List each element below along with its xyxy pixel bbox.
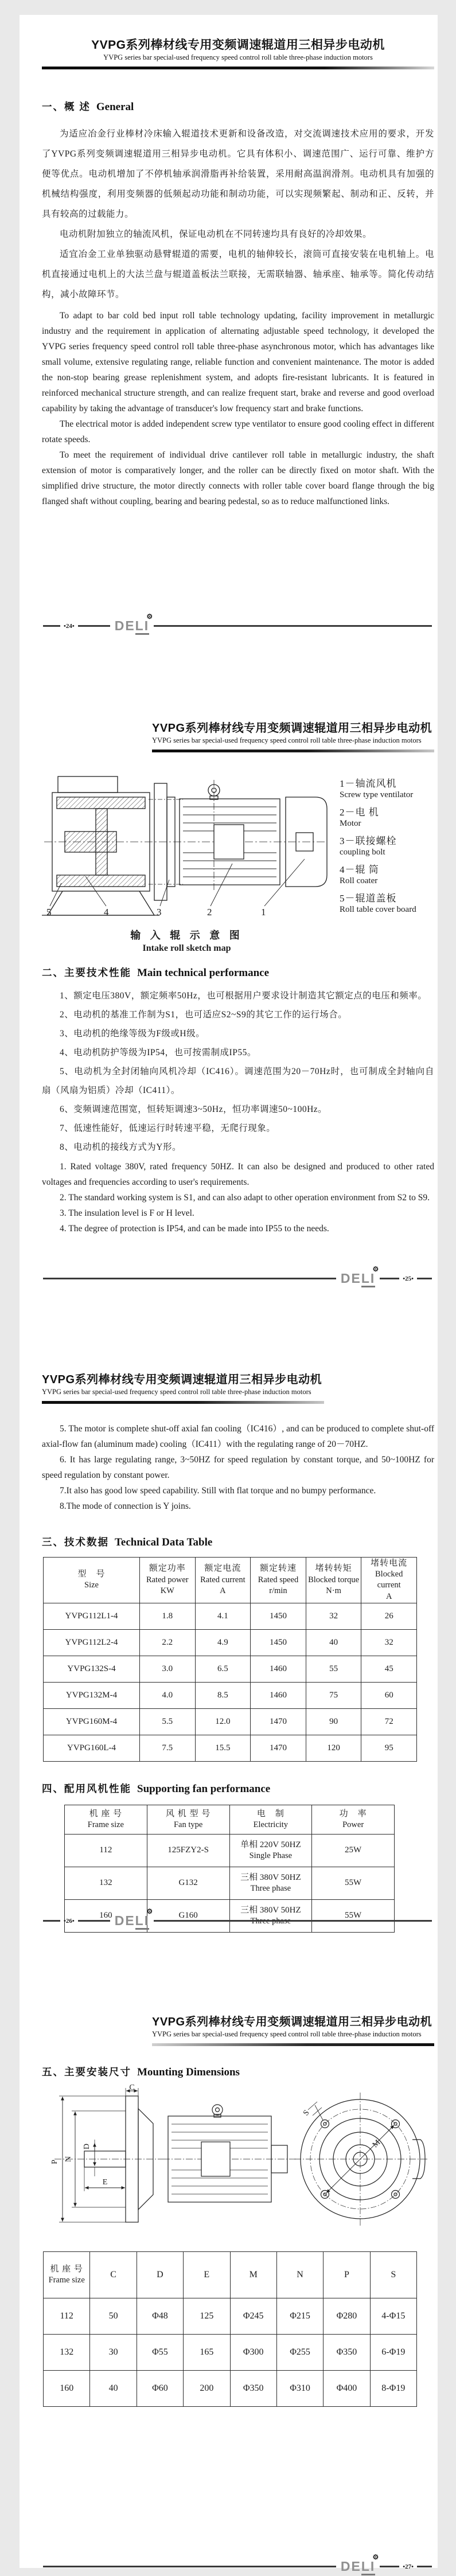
section-heading-zh: 二、主要技术性能	[42, 966, 131, 978]
table-cell: 三相 380V 50HZ	[229, 1899, 312, 1932]
page-3	[20, 1328, 438, 1988]
deli-logo: DELI ⚙	[336, 2560, 380, 2573]
gear-icon: ⚙	[372, 2553, 379, 2561]
table-header-cell: M	[230, 2251, 276, 2298]
terminal-box	[201, 2142, 230, 2176]
table-cell: 125FZY2-S	[147, 1834, 229, 1867]
table-cell: Φ400	[324, 2370, 370, 2406]
footer-rule	[154, 1920, 432, 1922]
footer-rule	[43, 625, 60, 627]
footer-rule	[43, 2566, 336, 2567]
table-header-row	[44, 1557, 417, 1603]
terminal-box	[214, 825, 244, 859]
section-heading-en: Technical Data Table	[115, 1536, 213, 1548]
perf-item-en: 7.It also has good low speed capability. Still with flat torque and no bumpy performance.	[60, 1485, 376, 1496]
footer-rule	[78, 625, 110, 627]
table-cell: 5.5	[140, 1708, 196, 1735]
page-number: •24•	[64, 622, 75, 630]
table-row	[65, 1834, 395, 1867]
table-cell: Φ255	[276, 2334, 323, 2370]
perf-item-zh: 2、电动机的基准工作制为S1，也可适应S2~S9的其它工作的运行场合。	[60, 1009, 348, 1020]
table-cell: 32	[361, 1629, 417, 1656]
doc-title-en: YVPG series bar special-used frequency speed control roll table three-phase induction motors	[152, 2030, 422, 2038]
intake-roll-diagram	[42, 767, 434, 954]
table-cell: 55	[306, 1656, 361, 1682]
table-header-cell: 堵转电流 Blocked current A	[361, 1557, 417, 1603]
deli-logo: DELI ⚙	[110, 1914, 154, 1927]
table-cell: 6-Φ19	[370, 2334, 416, 2370]
page-2	[20, 669, 438, 1328]
table-cell: YVPG132M-4	[44, 1682, 140, 1708]
table-cell: 120	[306, 1735, 361, 1761]
doc-title-zh: YVPG系列棒材线专用变频调速辊道用三相异步电动机	[152, 2016, 432, 2028]
mounting-drawing-svg	[45, 2085, 431, 2235]
title-rule	[152, 2043, 434, 2046]
table-header-cell: 额定电流 Rated current A	[195, 1557, 251, 1603]
deli-logo: DELI ⚙	[336, 1272, 380, 1285]
table-cell: 95	[361, 1735, 417, 1761]
table-cell: 1470	[251, 1708, 306, 1735]
table-cell: 2.2	[140, 1629, 196, 1656]
table-cell: 1450	[251, 1629, 306, 1656]
roller-base	[48, 891, 154, 915]
table-row	[44, 1656, 417, 1682]
table-cell: 40	[90, 2370, 137, 2406]
table-cell: Φ60	[137, 2370, 183, 2406]
table-cell: 112	[65, 1834, 147, 1867]
eye-bolt	[212, 2105, 223, 2115]
table-header-row	[44, 2251, 417, 2298]
table-cell: 40	[306, 1629, 361, 1656]
scan-edge-right	[438, 0, 456, 2576]
title-rule	[152, 750, 434, 752]
table-header-cell: C	[90, 2251, 137, 2298]
table-cell: 1.8	[140, 1603, 196, 1629]
table-row	[44, 1708, 417, 1735]
section-heading-performance	[42, 965, 434, 979]
dim-label-E: E	[102, 2177, 108, 2187]
footer-rule	[417, 1278, 432, 1279]
doc-title-zh: YVPG系列棒材线专用变频调速辊道用三相异步电动机	[42, 1373, 322, 1386]
perf-item-zh: 8、电动机的接线方式为Y形。	[60, 1142, 181, 1152]
roll-cover-board	[58, 776, 118, 793]
table-cell: 1450	[251, 1603, 306, 1629]
table-cell: 132	[44, 2334, 90, 2370]
perf-item-en: 3. The insulation level is F or H level.	[60, 1208, 194, 1218]
page-1	[20, 38, 438, 669]
table-header-cell: 堵转转矩 Blocked torque N·m	[306, 1557, 361, 1603]
doc-title-zh: YVPG系列棒材线专用变频调速辊道用三相异步电动机	[91, 38, 385, 52]
table-row	[44, 1603, 417, 1629]
table-cell: YVPG132S-4	[44, 1656, 140, 1682]
table-cell: 132	[65, 1867, 147, 1899]
title-rule	[42, 1401, 324, 1404]
gear-icon: ⚙	[372, 1265, 379, 1273]
table-cell: 72	[361, 1708, 417, 1735]
table-cell: Φ55	[137, 2334, 183, 2370]
table-cell: Φ350	[230, 2370, 276, 2406]
doc-title-zh: YVPG系列棒材线专用变频调速辊道用三相异步电动机	[152, 722, 432, 735]
mounting-drawing	[42, 2085, 434, 2238]
table-cell: 12.0	[195, 1708, 251, 1735]
paragraph-en: The electrical motor is added independent screw type ventilator to ensure good cooling effect in different rotate speeds.	[42, 419, 434, 444]
table-cell: 1470	[251, 1735, 306, 1761]
dim-label-S: S	[302, 2108, 311, 2118]
page-4	[20, 1988, 438, 2576]
table-header-cell: E	[184, 2251, 230, 2298]
perf-item-zh: 5、电动机为全封闭轴向风机冷却（IC416）。调速范围为20－70Hz时，也可制成全封轴向自扇（风扇为铝质）冷却（IC411）。	[42, 1066, 434, 1095]
table-cell: 8-Φ19	[370, 2370, 416, 2406]
table-header-cell: 机 座 号 Frame size	[65, 1805, 147, 1834]
section-heading-general	[42, 99, 434, 114]
table-row	[65, 1867, 395, 1899]
doc-header	[42, 38, 434, 69]
table-row	[44, 2334, 417, 2370]
page-footer	[43, 2553, 432, 2574]
table-cell: Φ48	[137, 2298, 183, 2334]
table-cell: 3.0	[140, 1656, 196, 1682]
perf-item-en: 2. The standard working system is S1, and can also adapt to other operation environment from S2 to S9.	[60, 1192, 430, 1203]
perf-item-zh: 6、变频调速范围宽，恒转矩调速3~50Hz，恒功率调速50~100Hz。	[60, 1104, 328, 1114]
title-rule	[42, 67, 434, 69]
perf-item-en: 8.The mode of connection is Y joins.	[60, 1501, 191, 1511]
scan-edge-left	[0, 0, 20, 2576]
perf-item-en: 1. Rated voltage 380V, rated frequency 50HZ. It can also be designed and produced to other rated voltages and frequencies according to user's requirements.	[42, 1161, 434, 1187]
table-cell: 26	[361, 1603, 417, 1629]
callout-number-4: 4	[104, 906, 109, 918]
table-cell: 4.9	[195, 1629, 251, 1656]
table-cell: YVPG112L1-4	[44, 1603, 140, 1629]
table-header-cell: S	[370, 2251, 416, 2298]
doc-header	[42, 1328, 324, 1404]
table-cell: 8.5	[195, 1682, 251, 1708]
table-cell: 55W	[312, 1899, 395, 1932]
table-cell: 165	[184, 2334, 230, 2370]
section-heading-mounting	[42, 2064, 434, 2079]
table-header-cell: 额定功率 Rated power KW	[140, 1557, 196, 1603]
table-row	[44, 1735, 417, 1761]
table-cell: 1460	[251, 1656, 306, 1682]
roller-wall-hatch	[57, 875, 145, 887]
doc-title-en: YVPG series bar special-used frequency speed control roll table three-phase induction motors	[42, 1388, 311, 1396]
table-header-cell: N	[276, 2251, 323, 2298]
perf-item-zh: 3、电动机的绝缘等级为F级或H级。	[60, 1028, 205, 1039]
table-cell: Φ310	[276, 2370, 323, 2406]
table-row	[44, 1682, 417, 1708]
table-cell: 60	[361, 1682, 417, 1708]
callout-item: 3－联接螺栓 coupling bolt	[340, 835, 397, 857]
table-cell: YVPG160M-4	[44, 1708, 140, 1735]
footer-rule	[43, 1278, 336, 1279]
callout-item: 4－辊 筒 Roll coater	[340, 864, 379, 885]
perf-item-en: 6. It has large regulating range, 3~50HZ for speed regulation by constant torque, and 50~100HZ for speed regulation by constant power.	[42, 1454, 434, 1480]
table-cell: 50	[90, 2298, 137, 2334]
table-cell: 90	[306, 1708, 361, 1735]
table-cell: 15.5	[195, 1735, 251, 1761]
table-cell: Φ280	[324, 2298, 370, 2334]
intake-sketch-svg	[42, 767, 329, 921]
paragraph-zh: 为适应冶金行业棒材冷床输入辊道技术更新和设备改造，对交流调速技术应用的要求，开发了YVPG系列变频调速辊道用三相异步电动机。它具有体积小、调速范围广、运行可靠、维护方便等优点。电动机增加了不停机轴承润滑脂再补给装置，采用耐高温润滑剂。电动机具有加强的机械结构强度，利用变频器的低频起动功能和制动功能，可以实现频繁起、制动和正、反转，并具有较高的过载能力。	[42, 128, 434, 219]
table-cell: Φ300	[230, 2334, 276, 2370]
callout-item: 1－轴流风机 Screw type ventilator	[340, 778, 414, 799]
callout-number-2: 2	[207, 906, 212, 918]
table-cell: G132	[147, 1867, 229, 1899]
eye-bolt-hole	[216, 2107, 220, 2111]
table-cell: 4.1	[195, 1603, 251, 1629]
section-heading-en: Main technical performance	[137, 966, 270, 979]
table-cell: 45	[361, 1656, 417, 1682]
doc-title-en: YVPG series bar special-used frequency speed control roll table three-phase induction motors	[103, 53, 373, 62]
table-cell: YVPG160L-4	[44, 1735, 140, 1761]
table-header-cell: P	[324, 2251, 370, 2298]
leader-1	[264, 859, 305, 906]
gear-icon: ⚙	[146, 1907, 153, 1915]
table-cell: 25W	[312, 1834, 395, 1867]
perf-item-en: 4. The degree of protection is IP54, and can be made into IP55 to the needs.	[60, 1223, 329, 1234]
intake-sketch	[42, 767, 332, 954]
page-number: •26•	[64, 1917, 75, 1925]
paragraph-zh: 电动机附加独立的轴流风机，保证电动机在不同转速均具有良好的冷却效果。	[60, 229, 372, 239]
mounting-dimensions-table	[43, 2251, 417, 2407]
table-cell: 32	[306, 1603, 361, 1629]
table-row	[44, 2370, 417, 2406]
page-footer	[43, 1265, 432, 1286]
roller-shaft	[65, 832, 116, 852]
footer-rule	[43, 1920, 60, 1922]
section-heading-en: Supporting fan performance	[137, 1782, 271, 1795]
section-heading-zh: 一、概 述	[42, 100, 91, 112]
callout-number-1: 1	[261, 906, 266, 918]
technical-data-table	[43, 1557, 417, 1762]
dim-label-M: M	[371, 2138, 383, 2149]
page-number: •25•	[403, 1275, 414, 1282]
section-heading-fan	[42, 1781, 434, 1796]
table-header-cell: D	[137, 2251, 183, 2298]
table-cell: 7.5	[140, 1735, 196, 1761]
footer-rule	[417, 2566, 432, 2567]
roller-wall-hatch	[57, 797, 145, 809]
table-row	[44, 2298, 417, 2334]
dim-S-tick	[308, 2102, 317, 2110]
paragraph-en: To adapt to bar cold bed input roll table technology updating, facility improvement in metallurgic industry and the requirement in application of alternating adjustable speed technology, it developed the YVPG series frequency speed control roll table three-phase asynchronous motor, which has advantages like small volume, extensive regulating range, reliable function and convenient maintenance. The motor is added the non-stop bearing grease replenishment system, and adopts fire-resistant lubricants. It is featured in reinforced mechanical structure strength, and can realize frequent start, brake and reverse and good overload capability by taking the advantage of transducer's low frequency start and brake functions.	[42, 310, 434, 413]
section-heading-zh: 四、配用风机性能	[42, 1782, 131, 1794]
page-number: •27•	[403, 2563, 414, 2570]
paragraph-en: To meet the requirement of individual drive cantilever roll table in metallurgic industry, the shaft extension of motor is comparatively longer, and the roller can be directly fixed on motor shaft. With the simplified drive structure, the motor directly connects with roller table cover board flange through the big flanged shaft without coupling, bearing and bearing pedestal, so as to reduce malfunctioned links.	[42, 450, 434, 506]
table-cell: 112	[44, 2298, 90, 2334]
footer-rule	[154, 625, 432, 627]
dim-label-N: N	[64, 2156, 73, 2162]
perf-item-zh: 4、电动机防护等级为IP54，也可按需制成IP55。	[60, 1047, 256, 1057]
table-cell: 6.5	[195, 1656, 251, 1682]
callout-number-5: 5	[46, 906, 52, 918]
section-heading-en: Mounting Dimensions	[137, 2066, 240, 2078]
table-cell: 125	[184, 2298, 230, 2334]
table-header-cell: 机 座 号 Frame size	[44, 2251, 90, 2298]
dim-label-P: P	[50, 2159, 59, 2164]
table-cell: 55W	[312, 1867, 395, 1899]
paragraph-zh: 适宜冶金工业单独驱动悬臂辊道的需要，电机的轴伸较长，滚筒可直接安装在电机轴上。电机直接通过电机上的大法兰盘与辊道盖板法兰联接，无需联轴器、轴承座、轴承等。简化传动结构，减小故障环节。	[42, 249, 434, 299]
deli-logo: DELI ⚙	[110, 619, 154, 633]
table-cell: 30	[90, 2334, 137, 2370]
table-header-cell: 电 制 Electricity	[229, 1805, 312, 1834]
doc-header	[152, 1988, 434, 2046]
sketch-caption-en: Intake roll sketch map	[142, 943, 231, 953]
footer-rule	[78, 1920, 110, 1922]
gear-icon: ⚙	[146, 612, 153, 620]
dim-label-D: D	[83, 2143, 91, 2149]
dim-label-C: C	[129, 2084, 135, 2092]
table-cell: 三相 380V 50HZ Three phase	[229, 1867, 312, 1899]
table-cell: Φ350	[324, 2334, 370, 2370]
perf-item-zh: 7、低速性能好，低速运行时转速平稳，无爬行现象。	[60, 1123, 276, 1133]
table-cell: 160	[65, 1899, 147, 1932]
table-cell: 1460	[251, 1682, 306, 1708]
table-header-cell: 型 号 Size	[44, 1557, 140, 1603]
table-row	[44, 1629, 417, 1656]
table-cell: YVPG112L2-4	[44, 1629, 140, 1656]
leader-3	[160, 880, 169, 906]
callout-item: 2－电 机 Motor	[340, 806, 379, 828]
page-footer	[43, 612, 432, 633]
section-heading-techdata	[42, 1535, 434, 1549]
perf-item-en: 5. The motor is complete shut-off axial fan cooling（IC416）, and can be produced to complete shut-off axial-flow fan (aluminum made) cooling（IC411）with the regulating range of 20－70HZ.	[42, 1423, 434, 1449]
table-cell: 4-Φ15	[370, 2298, 416, 2334]
doc-header	[152, 669, 434, 752]
perf-item-zh: 1、额定电压380V，额定频率50Hz，也可根据用户要求设计制造其它额定点的电压和频率。	[60, 990, 427, 1001]
doc-title-en: YVPG series bar special-used frequency speed control roll table three-phase induction motors	[152, 736, 422, 744]
table-header-cell: 风 机 型 号 Fan type	[147, 1805, 229, 1834]
section-heading-zh: 三、技术数据	[42, 1536, 109, 1548]
table-header-cell: 功 率 Power	[312, 1805, 395, 1834]
table-cell: 160	[44, 2370, 90, 2406]
section-heading-zh: 五、主要安装尺寸	[42, 2066, 131, 2078]
table-cell: 200	[184, 2370, 230, 2406]
table-cell: 单相 220V 50HZ Single Phase	[229, 1834, 312, 1867]
callout-item: 5－辊道盖板 Roll table cover board	[340, 892, 416, 914]
footer-rule	[380, 2566, 399, 2567]
fan-performance-table	[64, 1805, 395, 1933]
table-cell: 75	[306, 1682, 361, 1708]
table-header-row	[65, 1805, 395, 1834]
sketch-caption-zh: 输 入 辊 示 意 图	[130, 929, 243, 941]
table-cell: Φ215	[276, 2298, 323, 2334]
table-cell: 4.0	[140, 1682, 196, 1708]
table-cell: G160	[147, 1899, 229, 1932]
table-cell: Φ245	[230, 2298, 276, 2334]
callout-number-3: 3	[157, 906, 162, 918]
callout-list	[332, 767, 434, 954]
section-heading-en: General	[96, 100, 134, 113]
footer-rule	[380, 1278, 399, 1279]
table-header-cell: 额定转速 Rated speed r/min	[251, 1557, 306, 1603]
scan-edge-top	[0, 0, 456, 15]
